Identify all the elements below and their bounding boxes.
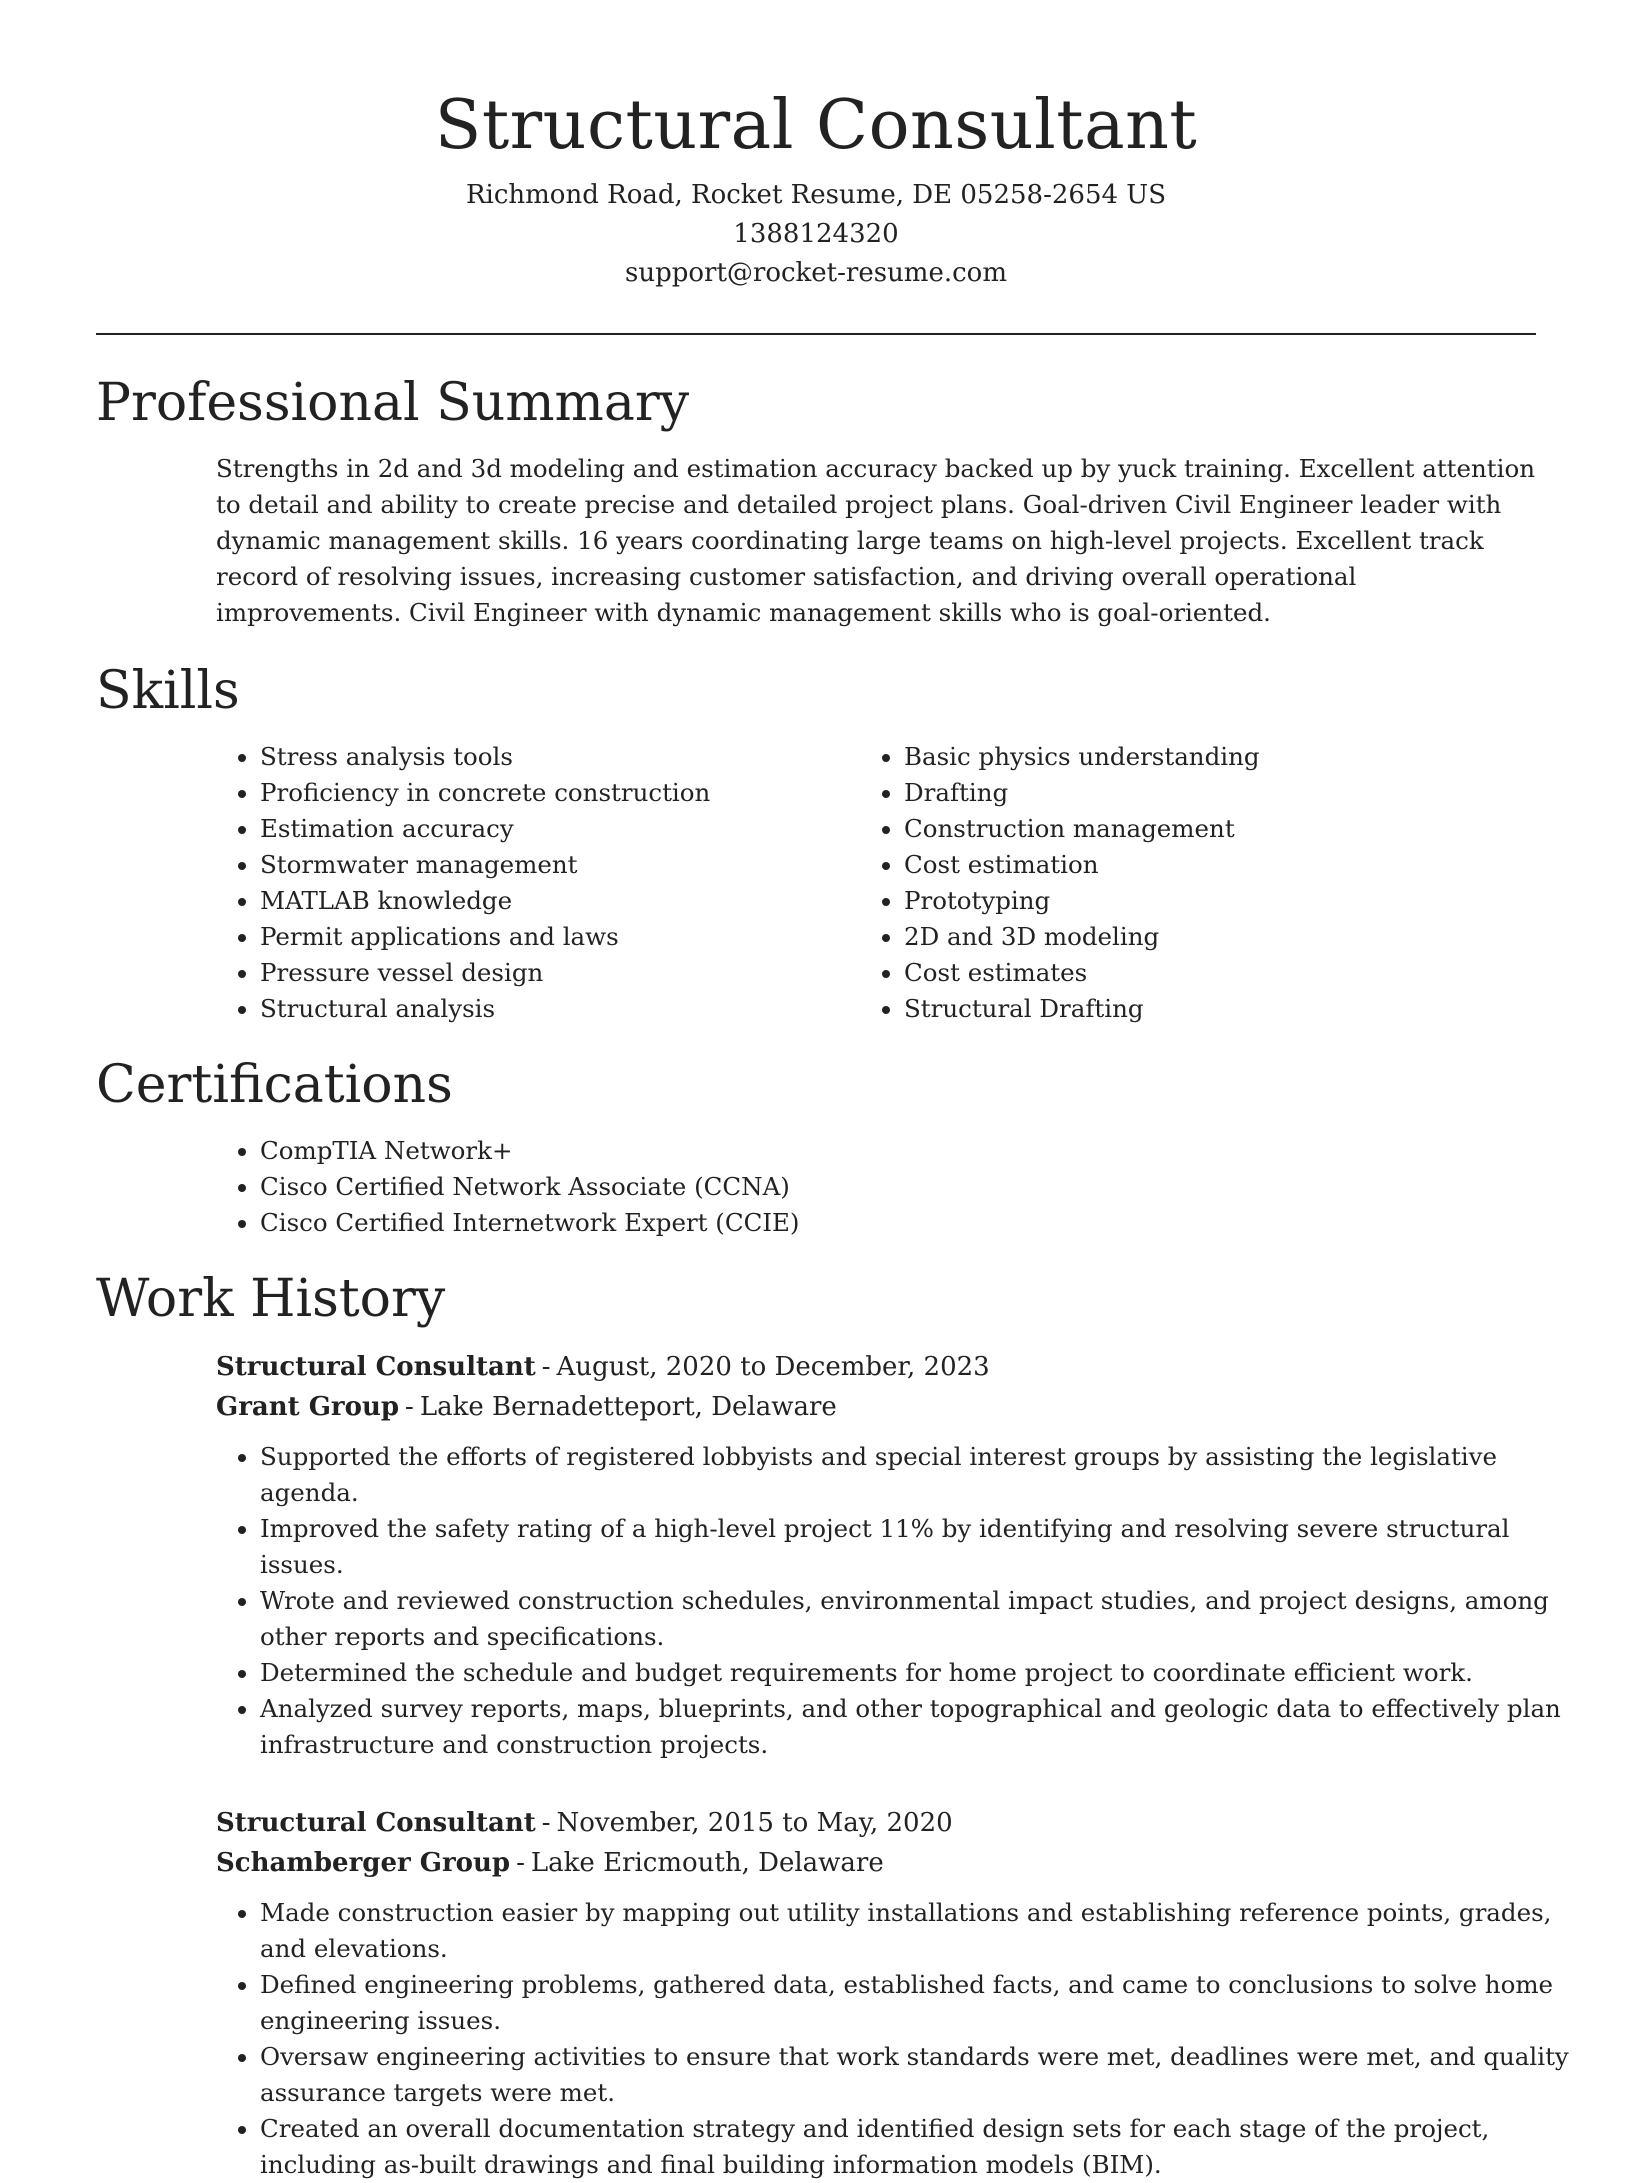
job-bullet: • Determined the schedule and budget requirements for home project to coordinate efficient work. — [260, 1655, 1580, 1691]
skill-item: • Structural Drafting — [904, 991, 1504, 1027]
job-role: Structural Consultant — [216, 1352, 536, 1382]
skills-column-left — [216, 739, 860, 1027]
separator-dash: - — [541, 1352, 551, 1382]
separator-dash: - — [405, 1392, 414, 1422]
certification-item: • Cisco Certified Network Associate (CCNA) — [260, 1169, 1536, 1205]
skill-item: • Stormwater management — [260, 847, 860, 883]
job-role-line — [216, 1803, 1536, 1843]
skill-item: • Drafting — [904, 775, 1504, 811]
job-dates: August, 2020 to December, 2023 — [556, 1352, 990, 1382]
job-bullet: • Supported the efforts of registered lobbyists and special interest groups by assisting the legislative agenda. — [260, 1439, 1580, 1511]
skill-item: • Stress analysis tools — [260, 739, 860, 775]
job-company-line — [216, 1387, 1536, 1427]
resume-page — [96, 0, 1569, 2183]
contact-address: Richmond Road, Rocket Resume, DE 05258-2654 US — [465, 180, 1167, 210]
resume-name: Structural Consultant — [434, 86, 1198, 165]
skill-item: • Prototyping — [904, 883, 1504, 919]
job-role-line — [216, 1347, 1536, 1387]
job-bullets — [216, 1439, 1580, 1763]
job-company: Grant Group — [216, 1392, 400, 1422]
skill-item: • Construction management — [904, 811, 1504, 847]
separator-dash: - — [541, 1808, 551, 1838]
job-bullet: • Created an overall documentation strategy and identified design sets for each stage of the project, including as-built drawings and final building information models (BIM). — [260, 2111, 1580, 2183]
separator-dash: - — [516, 1848, 525, 1878]
section-title-skills: Skills — [96, 661, 240, 721]
job-bullet: • Defined engineering problems, gathered data, established facts, and came to conclusions to solve home engineering issues. — [260, 1967, 1580, 2039]
skill-item: • Cost estimates — [904, 955, 1504, 991]
header-divider — [96, 333, 1536, 335]
job-company: Schamberger Group — [216, 1848, 511, 1878]
skill-item: • Permit applications and laws — [260, 919, 860, 955]
contact-email: support@rocket-resume.com — [624, 258, 1007, 288]
job-role: Structural Consultant — [216, 1808, 536, 1838]
job-bullet: • Improved the safety rating of a high-level project 11% by identifying and resolving severe structural issues. — [260, 1511, 1580, 1583]
skill-item: • 2D and 3D modeling — [904, 919, 1504, 955]
job-location: Lake Ericmouth, Delaware — [530, 1848, 884, 1878]
skills-column-right — [860, 739, 1504, 1027]
summary-text: Strengths in 2d and 3d modeling and estimation accuracy backed up by yuck training. Excellent attention to detail and ability to create precise and detailed project plans. Goal-driven Civil Engineer leader with dynamic management skills. 16 years coordinating large teams on high-level projects. Excellent track record of resolving issues, increasing customer satisfaction, and driving overall operational improvements. Civil Engineer with dynamic management skills who is goal-oriented. — [216, 454, 1536, 627]
section-title-work-history: Work History — [96, 1269, 446, 1329]
job-bullet: • Analyzed survey reports, maps, blueprints, and other topographical and geologic data to effectively plan infrastructure and construction projects. — [260, 1691, 1580, 1763]
certifications-list — [216, 1133, 1536, 1241]
job-entry — [216, 1803, 1569, 2183]
section-title-summary: Professional Summary — [96, 373, 690, 433]
certification-item: • Cisco Certified Internetwork Expert (CCIE) — [260, 1205, 1536, 1241]
section-title-certifications: Certifications — [96, 1055, 453, 1115]
job-bullet: • Oversaw engineering activities to ensure that work standards were met, deadlines were met, and quality assurance targets were met. — [260, 2039, 1580, 2111]
skill-item: • Pressure vessel design — [260, 955, 860, 991]
skill-item: • Proficiency in concrete construction — [260, 775, 860, 811]
job-bullet: • Wrote and reviewed construction schedules, environmental impact studies, and project designs, among other reports and specifications. — [260, 1583, 1580, 1655]
job-location: Lake Bernadetteport, Delaware — [419, 1392, 837, 1422]
skill-item: • MATLAB knowledge — [260, 883, 860, 919]
skills-list — [216, 739, 1536, 1027]
job-bullets — [216, 1895, 1580, 2183]
job-company-line — [216, 1843, 1536, 1883]
skill-item: • Cost estimation — [904, 847, 1504, 883]
skill-item: • Structural analysis — [260, 991, 860, 1027]
skill-item: • Basic physics understanding — [904, 739, 1504, 775]
contact-block — [96, 176, 1536, 293]
job-entry — [216, 1347, 1561, 1763]
certification-item: • CompTIA Network+ — [260, 1133, 1536, 1169]
contact-phone: 1388124320 — [733, 219, 899, 249]
job-dates: November, 2015 to May, 2020 — [556, 1808, 953, 1838]
skill-item: • Estimation accuracy — [260, 811, 860, 847]
job-bullet: • Made construction easier by mapping out utility installations and establishing reference points, grades, and elevations. — [260, 1895, 1580, 1967]
